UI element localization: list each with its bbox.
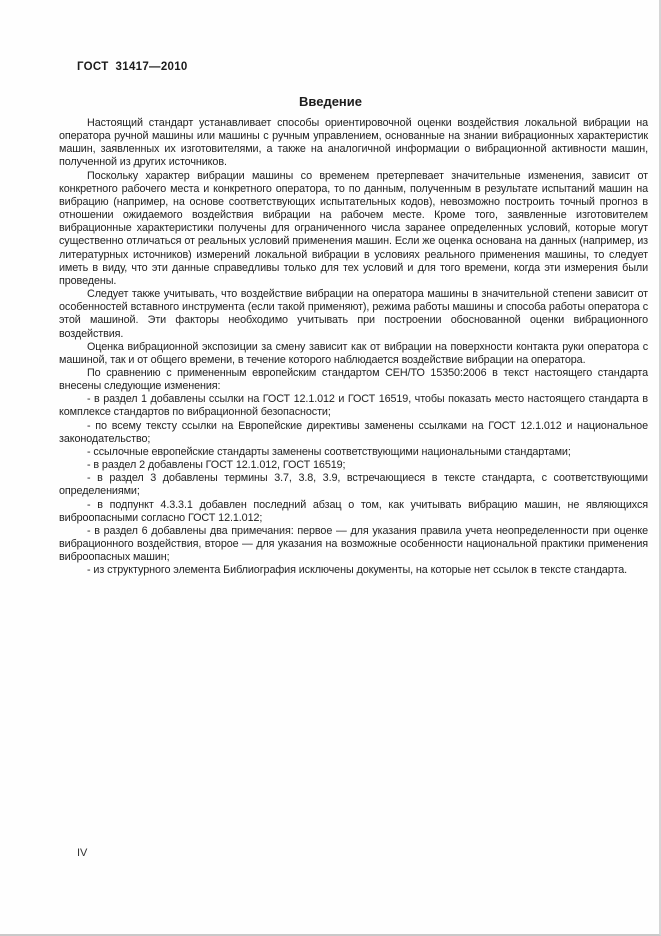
list-item: - в раздел 6 добавлены два примечания: первое — для указания правила учета неопределенности при оценке вибрационного воздействия, второе — для указания на возможные особенности национальной практики применения виброопасных машин; (59, 524, 648, 564)
paragraph: Настоящий стандарт устанавливает способы ориентировочной оценки воздействия локальной вибрации на оператора ручной машины или машины с ручным управлением, основанные на знании вибрационных характеристик машин, заявленных их изготовителями, а также на аналогичной информации о вибрационной активности машин, полученной из других источников. (59, 117, 648, 169)
list-item: - в раздел 3 добавлены термины 3.7, 3.8, 3.9, встречающиеся в тексте стандарта, с соответствующими определениями; (59, 472, 648, 498)
paragraph: Поскольку характер вибрации машины со временем претерпевает значительные изменения, зависит от конкретного рабочего места и конкретного оператора, то по данным, полученным в результате испытаний машин на вибрацию (например, на основе соответствующих испытательных кодов), невозможно построить точный прогноз в отношении ожидаемого воздействия вибрации на рабочем месте. Кроме того, заявленные изготовителем вибрационные характеристики получены для ограниченного числа заранее определенных условий, которые могут существенно отличаться от реальных условий применения машин. Если же оценка основана на данных (например, из литературных источников) измерений локальной вибрации в условиях реального применения машины, то следует иметь в виду, что эти данные справедливы только для тех условий и для того времени, когда эти измерения были проведены. (59, 169, 648, 287)
list-item: - в раздел 2 добавлены ГОСТ 12.1.012, ГОСТ 16519; (87, 459, 346, 472)
list-item: - ссылочные европейские стандарты заменены соответствующими национальными стандартами; (87, 445, 571, 458)
list-item: - в подпункт 4.3.3.1 добавлен последний абзац о том, как учитывать вибрацию машин, не являющихся виброопасными согласно ГОСТ 12.1.012; (59, 498, 648, 524)
list-item: - в раздел 1 добавлены ссылки на ГОСТ 12.1.012 и ГОСТ 16519, чтобы показать место настоящего стандарта в комплексе стандартов по вибрационной безопасности; (59, 393, 648, 419)
list-item: - из структурного элемента Библиография исключены документы, на которые нет ссылок в тексте стандарта. (87, 564, 627, 577)
paragraph: Оценка вибрационной экспозиции за смену зависит как от вибрации на поверхности контакта руки оператора с машиной, так и от общего времени, в течение которого наблюдается воздействие вибрации на оператора. (59, 340, 648, 366)
body-text (59, 117, 648, 577)
paragraph: Следует также учитывать, что воздействие вибрации на оператора машины в значительной степени зависит от особенностей вставного инструмента (если такой применяют), режима работы машины и способа работы оператора с этой машиной. Эти факторы необходимо учитывать при построении обоснованной оценки вибрационного воздействия. (59, 288, 648, 340)
page-number: IV (77, 847, 88, 859)
page-title: Введение (299, 94, 362, 109)
document-code: ГОСТ 31417—2010 (77, 61, 188, 73)
paragraph: По сравнению с примененным европейским стандартом СЕН/ТО 15350:2006 в текст настоящего стандарта внесены следующие изменения: (59, 366, 648, 393)
list-item: - по всему тексту ссылки на Европейские директивы заменены ссылками на ГОСТ 12.1.012 и национальное законодательство; (59, 419, 648, 445)
